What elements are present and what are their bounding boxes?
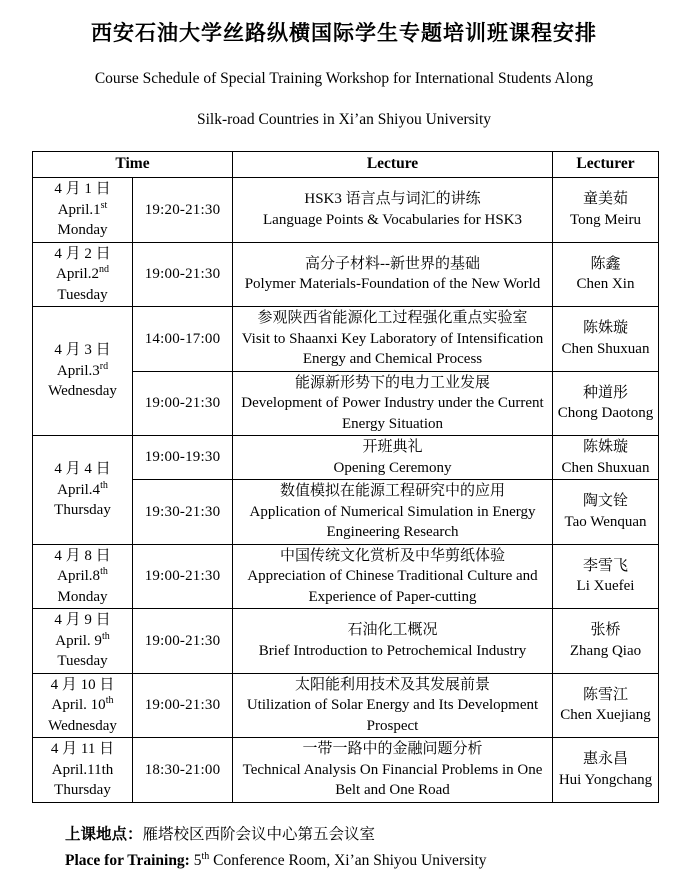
lecture-cell [233, 436, 553, 480]
lecturer-name-en: Chen Xuejiang [560, 707, 651, 724]
lecture-title-en: Language Points & Vocabularies for HSK3 [263, 211, 522, 228]
date-cn: 4 月 9 日 [54, 612, 111, 628]
date-cn: 4 月 4 日 [54, 461, 111, 477]
date-cn: 4 月 10 日 [50, 676, 115, 693]
date-weekday: Thursday [54, 782, 111, 798]
lecture-title-en: Technical Analysis On Financial Problems in One Belt and One Road [242, 761, 543, 798]
time-cell: 19:00-21:30 [133, 673, 233, 738]
lecture-cell [233, 673, 553, 738]
training-place-value-en: 5th Conference Room, Xi’an Shiyou University [193, 850, 487, 869]
lecturer-cell [553, 609, 659, 674]
lecturer-cell [553, 371, 659, 436]
lecturer-name-cn: 童美茹 [582, 191, 628, 208]
lecture-cell [233, 480, 553, 545]
course-schedule-table [32, 151, 659, 803]
date-en: April. 9th [55, 630, 110, 649]
training-place-value-cn: 雁塔校区西阶会议中心第五会议室 [142, 825, 376, 843]
lecturer-name-en: Zhang Qiao [569, 642, 642, 659]
header-row [33, 152, 659, 178]
lecture-cell [233, 544, 553, 609]
lecture-title-en: Appreciation of Chinese Traditional Culture and Experience of Paper-cutting [247, 568, 538, 605]
lecturer-name-cn: 张桥 [590, 622, 621, 639]
time-cell: 14:00-17:00 [133, 307, 233, 372]
lecture-title-en: Visit to Shaanxi Key Laboratory of Intensification Energy and Chemical Process [241, 330, 544, 367]
lecturer-name-cn: 陈雪江 [582, 686, 628, 703]
lecture-title-cn: 一带一路中的金融问题分析 [302, 741, 483, 757]
date-cell [33, 673, 133, 738]
date-en: April. 10th [51, 695, 114, 713]
lecturer-name-en: Hui Yongchang [558, 771, 653, 788]
lecture-title-en: Application of Numerical Simulation in Energy Engineering Research [249, 503, 536, 540]
date-weekday: Thursday [54, 502, 111, 518]
training-place-label-cn: 上课地点： [65, 825, 143, 843]
lecture-title-cn: HSK3 语言点与词汇的讲练 [304, 191, 481, 208]
training-place-label-en: Place for Training: [65, 851, 190, 869]
lecture-cell [233, 307, 553, 372]
lecturer-cell [553, 436, 659, 480]
date-en: April.8th [57, 566, 108, 584]
lecturer-name-en: Chen Shuxuan [561, 459, 650, 476]
lecturer-name-en: Chen Shuxuan [561, 340, 650, 357]
lecturer-name-en: Tong Meiru [569, 211, 642, 228]
date-weekday: Tuesday [57, 286, 108, 303]
lecture-title-en: Opening Ceremony [333, 459, 452, 476]
date-ordinal-suffix: nd [98, 264, 109, 275]
date-cell [33, 307, 133, 436]
table-row [33, 307, 659, 372]
lecture-title-cn: 能源新形势下的电力工业发展 [294, 374, 490, 391]
date-ordinal-suffix: rd [99, 360, 109, 372]
subtitle-line2: Silk-road Countries in Xi’an Shiyou University [196, 111, 492, 128]
date-weekday: Tuesday [57, 653, 108, 669]
lecture-title-cn: 太阳能利用技术及其发展前景 [294, 676, 490, 693]
date-cn: 4 月 1 日 [54, 181, 111, 197]
date-weekday: Wednesday [48, 717, 117, 734]
lecture-title-cn: 开班典礼 [362, 439, 423, 455]
col-header-lecture: Lecture [233, 152, 553, 178]
date-ordinal-suffix: th [105, 695, 114, 706]
date-en: April.1st [57, 199, 108, 218]
table-row [33, 609, 659, 674]
lecturer-name-cn: 种道彤 [582, 384, 628, 401]
date-cell [33, 436, 133, 545]
date-ordinal-suffix: th [100, 566, 108, 577]
lecturer-cell [553, 307, 659, 372]
lecture-title-cn: 石油化工概况 [347, 622, 438, 639]
date-cn: 4 月 11 日 [50, 741, 115, 757]
lecturer-name-cn: 惠永昌 [582, 751, 628, 768]
lecture-title-en: Polymer Materials-Foundation of the New World [244, 276, 541, 293]
table-row [33, 178, 659, 243]
date-ordinal-suffix: th [100, 479, 108, 491]
lecturer-name-en: Tao Wenquan [564, 513, 647, 530]
table-row [33, 738, 659, 803]
lecturer-name-en: Chong Daotong [557, 405, 654, 422]
date-en: April.4th [57, 479, 108, 498]
date-cell [33, 242, 133, 307]
time-cell: 19:00-21:30 [133, 371, 233, 436]
lecturer-name-en: Chen Xin [576, 276, 635, 293]
training-place-line-en [65, 848, 688, 874]
lecturer-name-cn: 李雪飞 [582, 557, 628, 574]
table-row [33, 544, 659, 609]
date-cell [33, 609, 133, 674]
lecture-cell [233, 178, 553, 243]
date-cell [33, 178, 133, 243]
lecturer-cell [553, 544, 659, 609]
date-ordinal-suffix: st [100, 199, 108, 211]
lecturer-cell [553, 480, 659, 545]
date-weekday: Wednesday [48, 383, 117, 400]
time-cell: 19:00-21:30 [133, 609, 233, 674]
date-weekday: Monday [57, 588, 108, 605]
time-cell: 19:00-19:30 [133, 436, 233, 480]
time-cell: 19:20-21:30 [133, 178, 233, 243]
lecture-title-cn: 中国传统文化赏析及中华剪纸体验 [279, 547, 505, 564]
date-ordinal-suffix: th [101, 630, 110, 642]
lecture-cell [233, 609, 553, 674]
table-row [33, 242, 659, 307]
time-cell: 19:00-21:30 [133, 544, 233, 609]
date-en: April.11th [51, 761, 114, 778]
lecture-title-cn: 高分子材料--新世界的基础 [305, 255, 480, 272]
lecturer-cell [553, 178, 659, 243]
time-cell: 18:30-21:00 [133, 738, 233, 803]
lecturer-cell [553, 738, 659, 803]
lecture-cell [233, 242, 553, 307]
date-en: April.2nd [56, 264, 109, 282]
training-place [65, 822, 688, 874]
lecture-title-en: Utilization of Solar Energy and Its Development Prospect [246, 697, 539, 734]
lecturer-name-cn: 陈鑫 [590, 255, 621, 272]
training-place-line-cn [65, 822, 688, 848]
subtitle-line1: Course Schedule of Special Training Workshop for International Students Along [94, 70, 594, 87]
date-cn: 4 月 2 日 [54, 245, 111, 262]
time-cell: 19:30-21:30 [133, 480, 233, 545]
date-cell [33, 544, 133, 609]
time-cell: 19:00-21:30 [133, 242, 233, 307]
lecture-cell [233, 371, 553, 436]
lecture-title-en: Brief Introduction to Petrochemical Industry [258, 642, 527, 659]
document-title: 西安石油大学丝路纵横国际学生专题培训班课程安排 [91, 21, 597, 45]
date-cn: 4 月 3 日 [54, 342, 111, 359]
col-header-lecturer: Lecturer [553, 152, 659, 178]
lecture-title-cn: 数值模拟在能源工程研究中的应用 [279, 483, 505, 499]
lecture-title-en: Development of Power Industry under the Current Energy Situation [241, 395, 544, 432]
date-cn: 4 月 8 日 [54, 547, 111, 564]
table-row [33, 436, 659, 480]
lecture-title-cn: 参观陕西省能源化工过程强化重点实验室 [257, 310, 528, 326]
lecturer-name-cn: 陈姝璇 [582, 439, 628, 455]
lecture-cell [233, 738, 553, 803]
ordinal-suffix: th [201, 850, 210, 862]
table-row [33, 673, 659, 738]
lecturer-name-cn: 陈姝璇 [582, 320, 628, 337]
date-cell [33, 738, 133, 803]
col-header-time: Time [33, 152, 233, 178]
lecturer-cell [553, 673, 659, 738]
lecturer-name-cn: 陶文铨 [582, 493, 628, 510]
lecturer-cell [553, 242, 659, 307]
date-weekday: Monday [57, 222, 108, 238]
date-en: April.3rd [56, 360, 109, 379]
lecturer-name-en: Li Xuefei [576, 578, 635, 595]
